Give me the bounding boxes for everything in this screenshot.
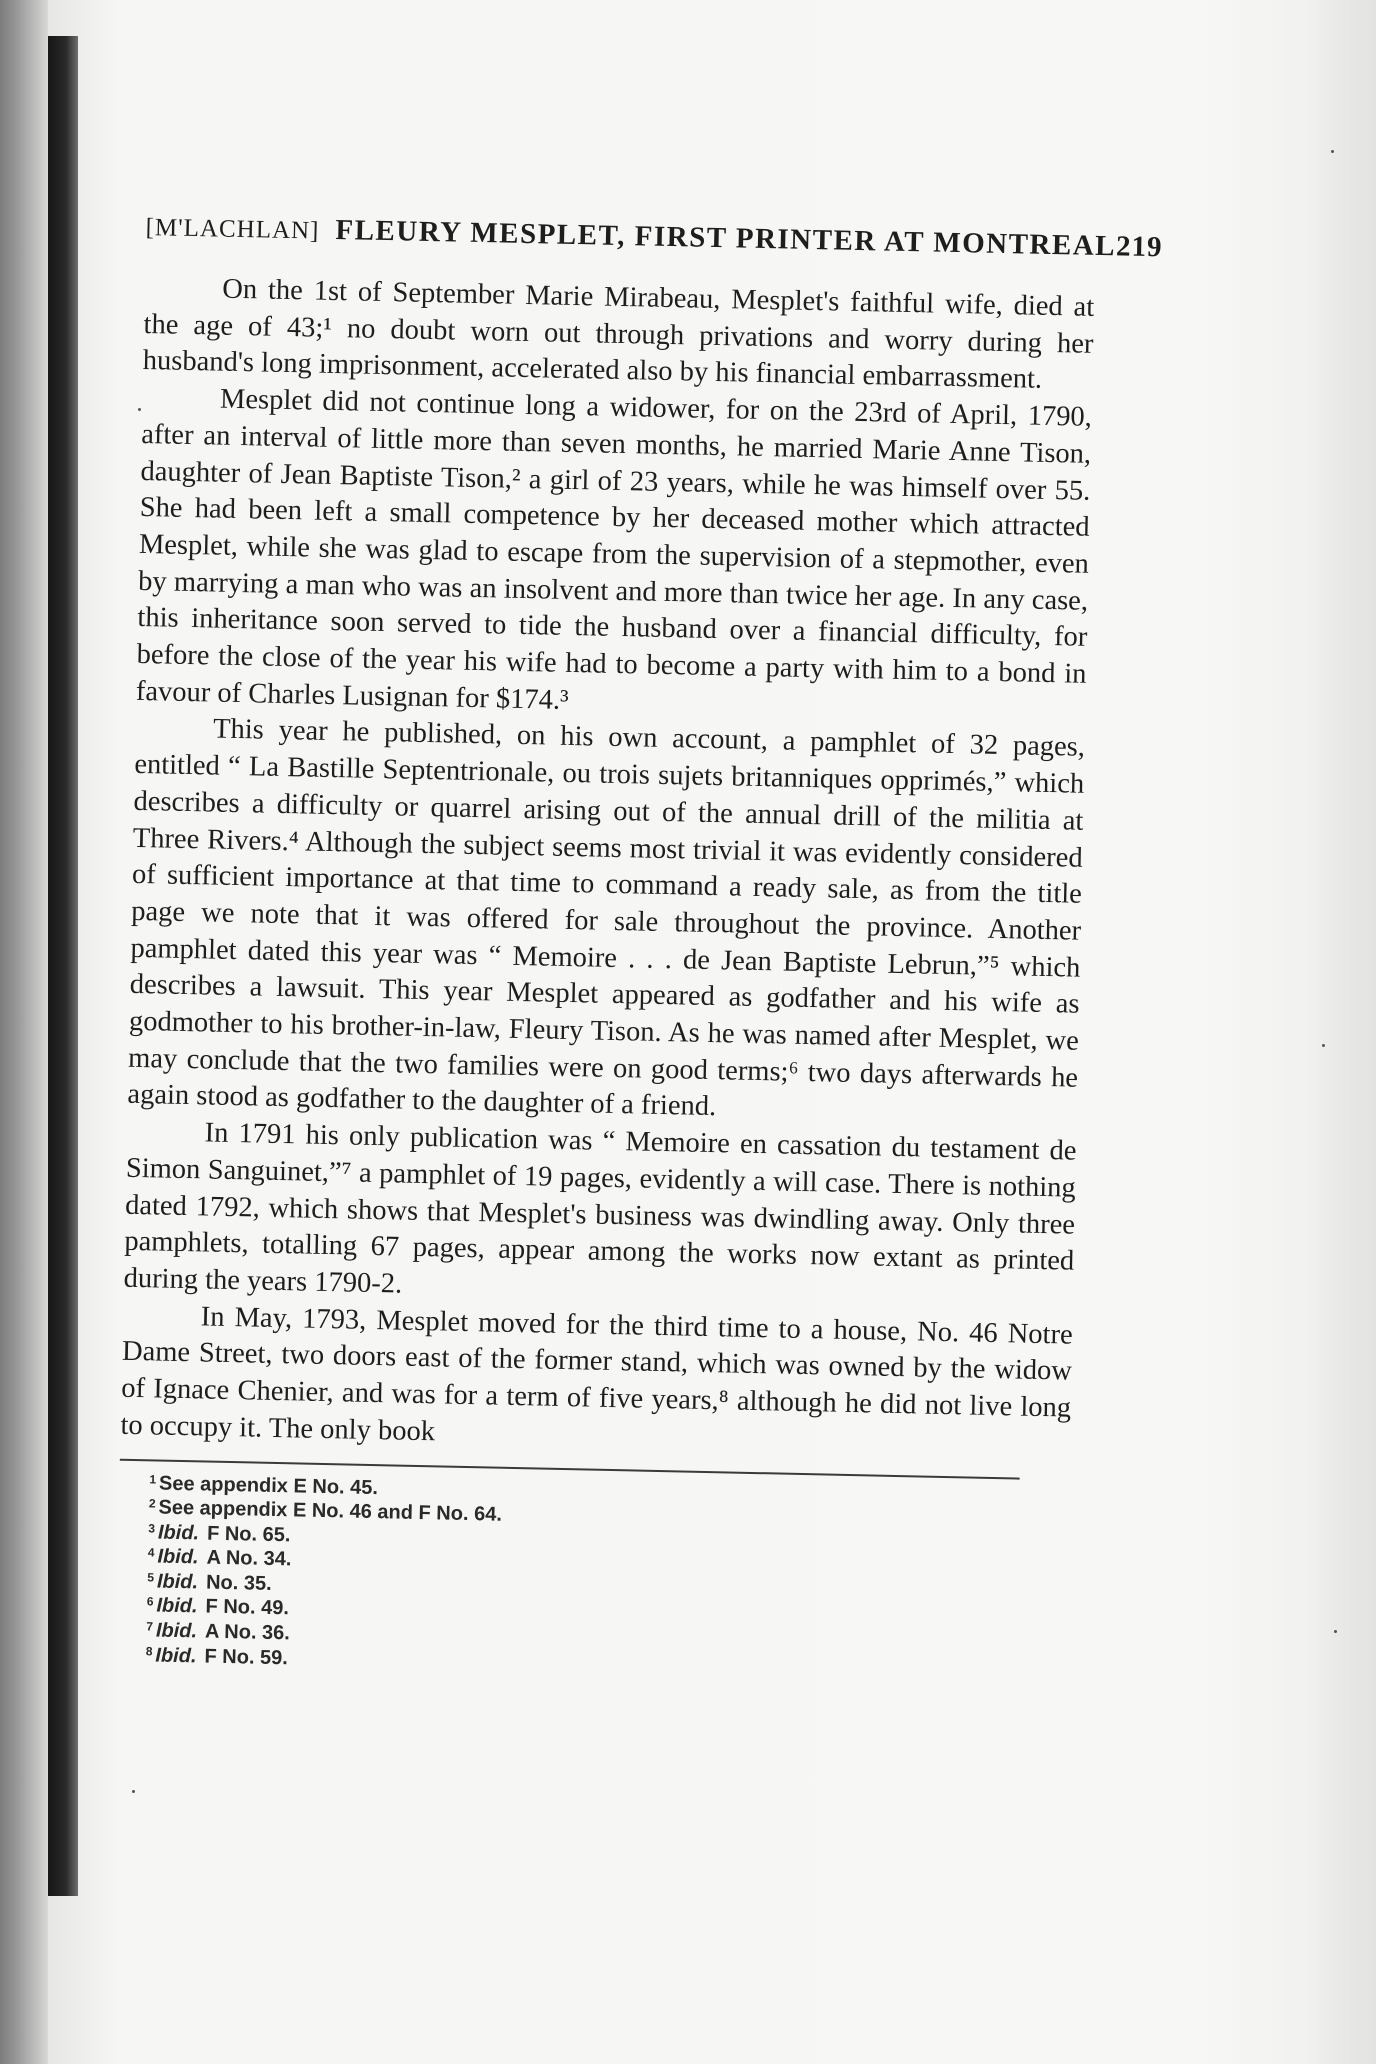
footnote-mark: 8: [145, 1643, 153, 1659]
footnote-mark: 1: [149, 1471, 157, 1486]
footnote-text: See appendix E No. 46 and F No. 64.: [158, 1496, 503, 1526]
footnote-text: See appendix E No. 45.: [158, 1472, 379, 1499]
footnote-ibid: Ibid.: [156, 1570, 199, 1594]
footnote-ibid: Ibid.: [157, 1545, 199, 1569]
footnote-mark: 4: [147, 1545, 155, 1560]
footnotes: [115, 1470, 1069, 1687]
footnote-ibid: Ibid.: [156, 1594, 198, 1618]
body-text: [120, 270, 1094, 1464]
facing-page-edge: [0, 0, 48, 2064]
footnote-text: F No. 59.: [204, 1645, 289, 1669]
footnote-text: A No. 34.: [206, 1546, 292, 1571]
paragraph: This year he published, on his own account, a pamphlet of 32 pages, entitled “ La Bastille Septentrionale, ou trois sujets britanniques opprimés,” which describes a difficulty or quarrel arising out of the annual drill of the militia at Three Rivers.⁴ Although the subject seems most trivial it was evidently considered of sufficient importance at that time to command a ready sale, as from the title page we note that it was offered for sale throughout the province. Another pamphlet dated this year was “ Memoire . . . de Jean Baptiste Lebrun,”⁵ which describes a lawsuit. This year Mesplet appeared as godfather and his wife as godmother to his brother-in-law, Fleury Tison. As he was named after Mesplet, we may conclude that the two families were on good terms;⁶ two days afterwards he again stood as godfather to the daughter of a friend.: [127, 713, 1086, 1123]
footnote-mark: 5: [147, 1570, 155, 1585]
footnote-ibid: Ibid.: [155, 1619, 198, 1643]
footnote-text: F No. 49.: [205, 1596, 290, 1620]
paragraph: In May, 1793, Mesplet moved for the third time to a house, No. 46 Notre Dame Street, two doors east of the former stand, which was owned by the widow of Ignace Chenier, and was for a term of five years,⁸ although he did not live long to occupy it. The only book: [120, 1301, 1073, 1448]
paragraph: On the 1st of September Marie Mirabeau, Mesplet's faithful wife, died at the age of 43;¹ no doubt worn out through privations and worry during her husband's long imprisonment, accelerated also by his financial embarrassment.: [142, 273, 1095, 396]
footnote-ibid: Ibid.: [155, 1644, 197, 1668]
footnote-text: F No. 65.: [206, 1522, 291, 1547]
page-content: [115, 210, 1163, 1687]
paragraph: Mesplet did not continue long a widower, for on the 23rd of April, 1790, after an interval of little more than seven months, he married Marie Anne Tison, daughter of Jean Baptiste Tison,² a girl of 23 years, while he was himself over 55. She had been left a small competence by her deceased mother which attracted Mesplet, while she was glad to escape from the supervision of a stepmother, even by marrying a man who was an insolvent and more than twice her age. In any case, this inheritance soon served to tide the husband over a financial difficulty, for before the close of the year his wife had to become a party with him to a bond in favour of Charles Lusignan for $174.³: [135, 383, 1093, 716]
footnote-text: No. 35.: [205, 1571, 272, 1595]
running-head-author: [M'LACHLAN]: [145, 213, 320, 245]
running-head-title: FLEURY MESPLET, FIRST PRINTER AT MONTREAL: [335, 213, 1117, 263]
footnote-mark: 6: [146, 1594, 154, 1609]
page-number: 219: [1115, 230, 1163, 264]
footnote-mark: 3: [148, 1521, 156, 1536]
paragraph: In 1791 his only publication was “ Memoire en cassation du testament de Simon Sanguinet,”⁷ a pamphlet of 19 pages, evidently a will case. There is nothing dated 1792, which shows that Mesplet's business was dwindling away. Only three pamphlets, totalling 67 pages, appear among the works now extant as printed during the years 1790-2.: [123, 1117, 1077, 1300]
footnote-ibid: Ibid.: [157, 1521, 200, 1545]
running-head-left: [145, 210, 1116, 263]
footnote-mark: 7: [146, 1619, 154, 1634]
footnote-text: A No. 36.: [204, 1620, 291, 1645]
page-edge-shadow: [1306, 0, 1376, 2064]
book-binding-shadow: [48, 36, 78, 1896]
footnote-mark: 2: [148, 1496, 156, 1511]
